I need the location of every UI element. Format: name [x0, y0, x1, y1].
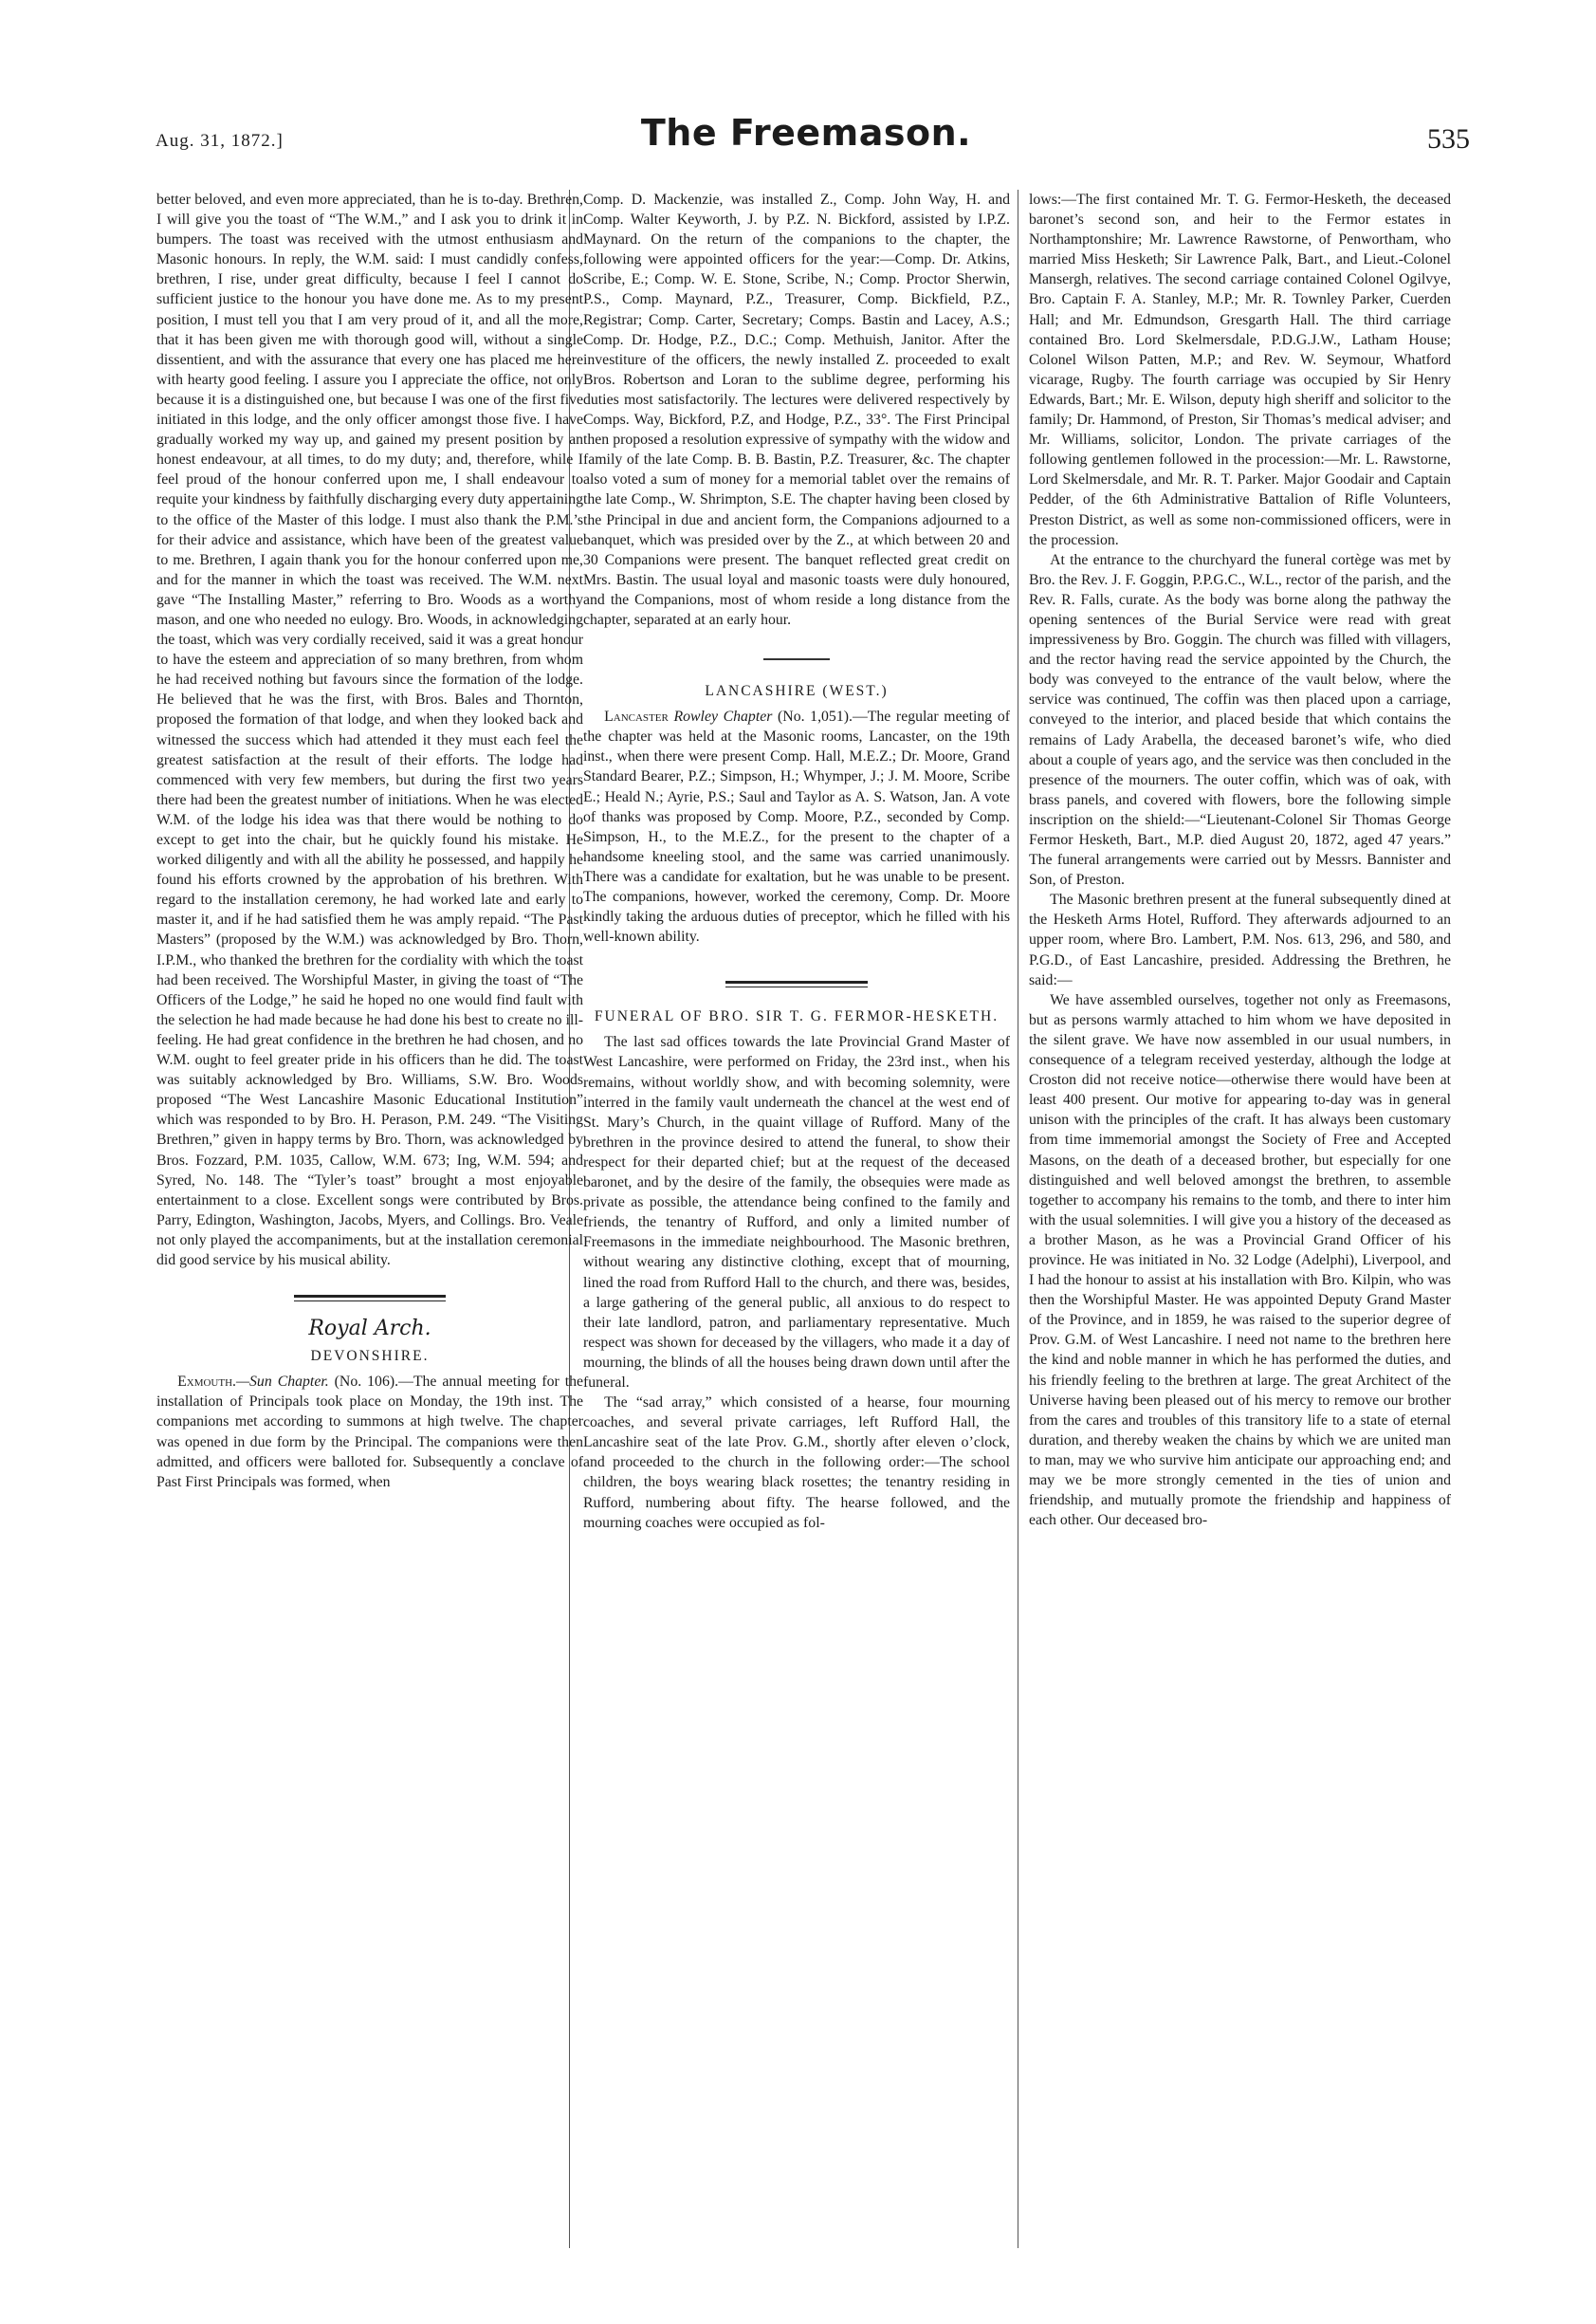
article-paragraph: At the entrance to the churchyard the funeral cortège was met by Bro. the Rev. J. F. Goggin, P.P.G.C., W.L., rector of the parish, and the Rev. R. Falls, curate. As the body was borne along the pathway the opening sentences of the Burial Service were read with great impressiveness by Bro. Goggin. The church was filled with villagers, and the rector having read the service appointed by the Church, the body was conveyed to the entrance of the vault below, where the service was continued, The coffin was then placed upon a carriage, conveyed to the interior, and placed beside that which contains the remains of Lady Arabella, the deceased baronet’s wife, who died about a couple of years ago, and the service was then concluded in the presence of the mourners. The outer coffin, which was of oak, with brass panels, and covered with flowers, bore the following simple inscription on the shield:—“Lieutenant-Colonel Sir Thomas George Fermor Hesketh, Bart., M.P. died August 20, 1872, aged 47 years.” The funeral arrangements were carried out by Messrs. Bannister and Son, of Preston. — [1029, 551, 1451, 889]
article-paragraph: lows:—The first contained Mr. T. G. Fermor-Hesketh, the deceased baronet’s second son, and heir to the Fermor estates in Northamptonshire; Mr. Lawrence Rawstorne, of Penwortham, who married Miss Hesketh; Sir Lawrence Palk, Bart., and Lieut.-Colonel Mansergh, relatives. The second carriage contained Colonel Ogilvye, Bro. Captain F. A. Stanley, M.P.; Mr. R. Townley Parker, Cuerden Hall; and Mr. Edmundson, Gresgarth Hall. The third carriage contained Bro. Lord Skelmersdale, P.D.G.J.W., Latham House; Colonel Wilson Patten, M.P.; and Rev. W. Seymour, Whatford vicarage, Rugby. The fourth carriage was occupied by Sir Henry Edwards, Bart.; Mr. E. Wilson, deputy high sheriff and solicitor to the family; Dr. Hammond, of Preston, Sir Thomas’s medical adviser; and Mr. Williams, solicitor, London. The private carriages of the following gentlemen followed in the procession:—Mr. L. Rawstorne, Lord Skelmersdale, and Mr. R. T. Parker. Major Goodair and Captain Pedder, of the 6th Administrative Battalion of Rifle Volunteers, Preston District, as well as some non-commissioned officers, were in the procession. — [1029, 192, 1451, 548]
paragraph-text: (No. 106).—The annual meeting for the installation of Principals took place on Monday, the 19th inst. The companions met according to summons at high twelve. The chapter was opened in due form by the Principal. The companions were then admitted, and officers were balloted for. Subsequently a conclave of Past First Principals was formed, when — [156, 1374, 584, 1490]
article-paragraph: We have assembled ourselves, together not only as Freemasons, but as persons warmly attached to him whom we have deposited in the silent grave. We have now assembled in our usual numbers, in consequence of a telegram received yesterday, although the lodge at Croston did not receive notice—otherwise there would have been at least 400 present. Our motive for appearing to-day was in general unison with the principles of the craft. It has always been customary from time immemorial amongst the Society of Free and Accepted Masons, on the death of a deceased brother, but especially for one distinguished and well beloved amongst the brethren, to assemble together to accompany his remains to the tomb, and there to inter him with the usual solemnities. I will give you a history of the deceased as a brother Mason, as he was a Provincial Grand Officer of his province. He was initiated in No. 32 Lodge (Adelphi), Liverpool, and I had the honour to assist at his installation with Bro. Kilpin, who was then the Worshipful Master. He was appointed Deputy Grand Master of the Province, and in 1859, he was raised to the superior degree of Prov. G.M. of West Lancashire. I need not name to the brethren here the kind and noble manner in which he has performed the duties, and his friendly feeling to the brethren at large. The great Architect of the Universe having been pleased out of his mercy to remove our brother from the cares and troubles of this transitory life to a state of eternal duration, and thereby weaken the chains by which we are united man to man, may we who survive him anticipate our approaching end; and may we be more strongly cemented in the ties of union and friendship, and mutually promote the friendship and happiness of each other. Our deceased bro- — [1029, 991, 1451, 1529]
article-paragraph: The Masonic brethren present at the funeral subsequently dined at the Hesketh Arms Hotel, Rufford. They afterwards adjourned to an upper room, where Bro. Lambert, P.M. Nos. 613, 296, and 580, and P.G.D., of East Lancashire, presided. Addressing the Brethren, he said:— — [1029, 892, 1451, 988]
masthead-title: The Freemason. — [640, 112, 972, 154]
section-heading-lancashire: LANCASHIRE (WEST.) — [705, 683, 889, 700]
section-heading-funeral: FUNERAL OF BRO. SIR T. G. FERMOR-HESKETH. — [594, 1008, 1000, 1025]
page-header — [142, 112, 1470, 159]
section-heading-royal-arch: Royal Arch. — [308, 1317, 431, 1341]
column-2 — [583, 190, 1010, 1533]
article-paragraph — [583, 707, 1010, 947]
section-divider — [294, 1295, 446, 1301]
article-paragraph — [156, 1372, 583, 1492]
article-paragraph: The last sad offices towards the late Provincial Grand Master of West Lancashire, were performed on Friday, the 23rd inst., when his remains, without worldly show, and with becoming solemnity, were interred in the family vault underneath the chancel at the west end of St. Mary’s Church, in the quaint village of Rufford. Many of the brethren in the province desired to attend the funeral, to show their respect for their departed chief; but at the request of the deceased baronet, and by the desire of the family, the obsequies were made as private as possible, the attendance being confined to the family and friends, the tenantry of Rufford, and only a limited number of Freemasons in the immediate neighbourhood. The Masonic brethren, without wearing any distinctive clothing, except that of mourning, lined the road from Rufford Hall to the church, and there was, besides, a large gathering of the general public, all anxious to do respect to their late landlord, patron, and parliamentary representative. Much respect was shown for deceased by the villagers, who made it a day of mourning, the blinds of all the houses being drawn down until after the funeral. — [583, 1034, 1010, 1391]
article-paragraph: The “sad array,” which consisted of a hearse, four mourning coaches, and several private carriages, left Rufford Hall, the Lancashire seat of the late Prov. G.M., shortly after eleven o’clock, and proceeded to the church in the following order:—The school children, the boys wearing black rosettes; the tenantry residing in Rufford, numbering about fifty. The hearse followed, and the mourning coaches were occupied as fol- — [583, 1394, 1010, 1531]
chapter-name: —Sun Chapter. — [235, 1374, 329, 1391]
chapter-name: Rowley Chapter — [673, 709, 773, 726]
column-3 — [1029, 190, 1451, 1530]
article-paragraph: Comp. D. Mackenzie, was installed Z., Comp. John Way, H. and Comp. Walter Keyworth, J. by P.Z. N. Bickford, assisted by I.P.Z. Maynard. On the return of the companions to the chapter, the following were appointed officers for the year:—Comp. Dr. Atkins, Scribe, E.; Comp. W. E. Stone, Scribe, N.; Comp. Proctor Sherwin, P.S., Comp. Maynard, P.Z., Treasurer, Comp. Bickfield, P.Z., Registrar; Comp. Carter, Secretary; Comps. Bastin and Lacey, A.S.; Comp. Dr. Hodge, P.Z., D.C.; Comp. Methuish, Janitor. After the investiture of the officers, the newly installed Z. proceeded to exalt Bros. Robertson and Loran to the sublime degree, performing his duties most satisfactorily. The lectures were delivered respectively by Comps. Way, Bickford, P.Z, and Hodge, P.Z., 33°. The First Principal then proposed a resolution expressive of sympathy with the widow and family of the late Comp. B. B. Bastin, P.Z. Treasurer, &c. The chapter also voted a sum of money for a memorial tablet over the remains of the late Comp., W. Shrimpton, S.E. The chapter having been closed by the Principal in due and ancient form, the Companions adjourned to a banquet, which was presided over by the Z., at which between 20 and 30 Companions were present. The banquet reflected great credit on Mrs. Bastin. The usual loyal and masonic toasts were duly honoured, and the Companions, most of whom reside a long distance from the chapter, separated at an early hour. — [583, 192, 1010, 628]
section-divider — [725, 981, 868, 987]
paragraph-text: (No. 1,051).—The regular meeting of the chapter was held at the Masonic rooms, Lancaster, on the 19th inst., when there were present Comp. Hall, M.E.Z.; Dr. Moore, Grand Standard Bearer, P.Z.; Simpson, H.; Whymper, J.; J. M. Moore, Scribe E.; Heald N.; Ayrie, P.S.; Saul and Taylor as A. S. Watson, Jan. A vote of thanks was proposed by Comp. Moore, P.Z., seconded by Comp. Simpson, H., to the M.E.Z., for the present to the chapter of a handsome kneeling stool, and the same was carried unanimously. There was a candidate for exaltation, but he was unable to be present. The companions, however, worked the ceremony, Comp. Dr. Moore kindly taking the arduous duties of preceptor, which he filled with his well-known ability. — [583, 709, 1010, 946]
place-lead: Exmouth. — [177, 1374, 236, 1391]
page-number: 535 — [1427, 123, 1470, 155]
place-lead: Lancaster — [604, 709, 669, 726]
section-divider — [763, 658, 830, 660]
subsection-heading-devonshire: DEVONSHIRE. — [310, 1348, 430, 1365]
column-1 — [156, 190, 583, 1492]
issue-date: Aug. 31, 1872.] — [156, 131, 284, 151]
article-paragraph: better beloved, and even more appreciated, than he is to-day. Brethren, I will give you the toast of “The W.M.,” and I ask you to drink it in bumpers. The toast was received with the utmost enthusiasm and Masonic honours. In reply, the W.M. said: I must candidly confess, brethren, I rise, under great difficulty, because I feel I cannot do sufficient justice to the honour you have done me. As to my present position, I must tell you that I am very proud of it, and all the more, that it has been given me with thorough good will, without a single dissentient, and with the assurance that every one has placed me here with hearty good feeling. I assure you I appreciate the office, not only because it is a distinguished one, but because I was one of the first five initiated in this lodge, and the only officer amongst those five. I have gradually worked my way up, and gained my present position by an honest endeavour, at all times, to do my duty; and, therefore, while I feel proud of the honour conferred upon me, I shall endeavour to requite your kindness by faithfully discharging every duty appertaining to the office of the Master of this lodge. I must also thank the P.M.’s for their advice and assistance, which have been of the greatest value to me. Brethren, I again thank you for the honour conferred upon me, and for the manner in which the toast was received. The W.M. next gave “The Installing Master,” referring to Bro. Woods as a worthy mason, and one who needed no eulogy. Bro. Woods, in acknowledging the toast, which was very cordially received, said it was a great honour to have the esteem and appreciation of so many brethren, from whom he had received nothing but favours since the formation of the lodge. He believed that he was the first, with Bros. Bales and Thornton, proposed the formation of that lodge, and when they looked back and witnessed the success which had attended it they must each feel the greatest satisfaction at the result of their efforts. The lodge had commenced with very few members, but during the first two years there had been the greatest number of initiations. When he was elected W.M. of the lodge his idea was that there would be nothing to do except to get into the chair, but he quickly found his mistake. He worked diligently and with all the ability he possessed, and happily he found his efforts crowned by the approbation of his brethren. With regard to the installation ceremony, he had worked late and early to master it, and if he had satisfied them he was amply repaid. “The Past Masters” (proposed by the W.M.) was acknowledged by Bro. Thorn, I.P.M., who thanked the brethren for the cordiality with which the toast had been received. The Worshipful Master, in giving the toast of “The Officers of the Lodge,” he said he hoped no one would find fault with the selection he had made because he had done his best to create no ill-feeling. He had great confidence in the brethren he had chosen, and no W.M. ought to feel greater pride in his officers than he did. The toast was suitably acknowledged by Bro. Williams, S.W. Bro. Woods proposed “The West Lancashire Masonic Educational Institution” which was responded to by Bro. H. Perason, P.M. 249. “The Visiting Brethren,” given in happy terms by Bro. Thorn, was acknowledged by Bros. Fozzard, P.M. 1035, Callow, W.M. 673; Ing, W.M. 594; and Syred, No. 148. The “Tyler’s toast” brought a most enjoyable entertainment to a close. Excellent songs were contributed by Bros. Parry, Edington, Washington, Jacobs, Myers, and Collings. Bro. Veale not only played the accompaniments, but at the installation ceremonial did good service by his musical ability. — [156, 192, 583, 1268]
